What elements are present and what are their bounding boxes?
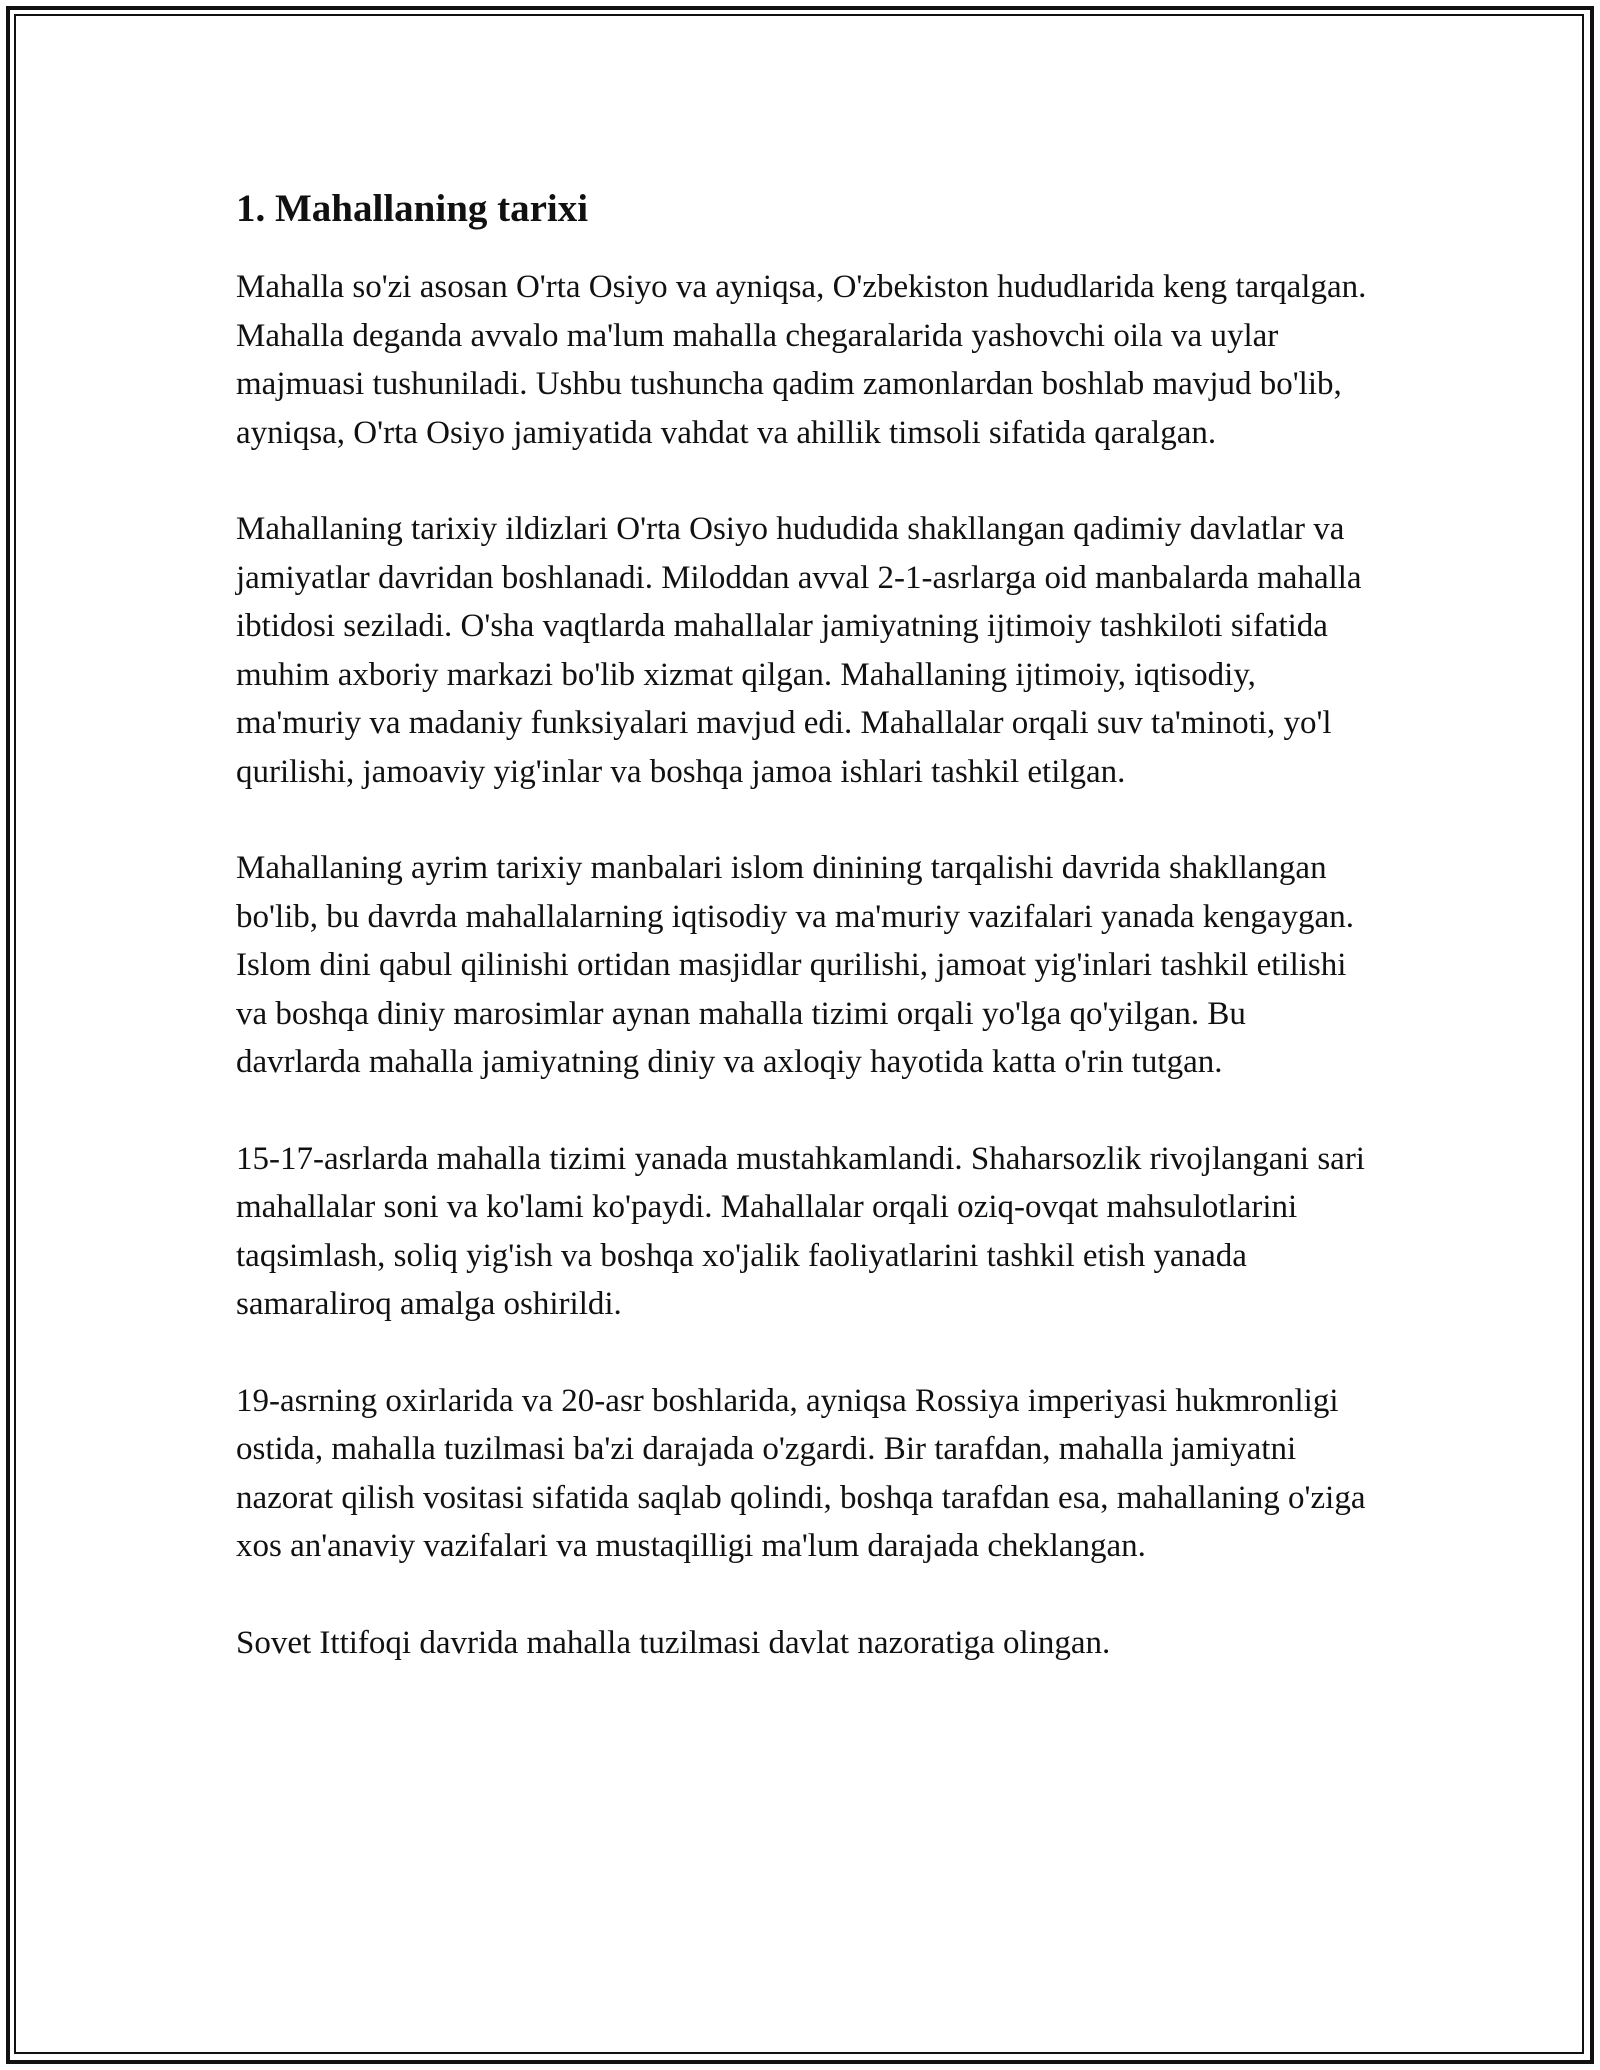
paragraph-4: 15-17-asrlarda mahalla tizimi yanada mustahkamlandi. Shaharsozlik rivojlangani sari mahallalar soni va ko'lami ko'paydi. Mahallalar orqali oziq-ovqat mahsulotlarini taqsimlash, soliq yig'ish va boshqa xo'jalik faoliyatlarini tashkil etish yanada samaraliroq amalga oshirildi.	[236, 1140, 1365, 1322]
paragraph-1: Mahalla so'zi asosan O'rta Osiyo va ayniqsa, O'zbekiston hududlarida keng tarqalgan. Mahalla deganda avvalo ma'lum mahalla chegaralarida yashovchi oila va uylar majmuasi tushuniladi. Ushbu tushuncha qadim zamonlardan boshlab mavjud bo'lib, ayniqsa, O'rta Osiyo jamiyatida vahdat va ahillik timsoli sifatida qaralgan.	[236, 269, 1367, 451]
paragraph-3: Mahallaning ayrim tarixiy manbalari islom dinining tarqalishi davrida shakllangan bo'lib, bu davrda mahallalarning iqtisodiy va ma'muriy vazifalari yanada kengaygan. Islom dini qabul qilinishi ortidan masjidlar qurilishi, jamoat yig'inlari tashkil etilishi va boshqa diniy marosimlar aynan mahalla tizimi orqali yo'lga qo'yilgan. Bu davrlarda mahalla jamiyatning diniy va axloqiy hayotida katta o'rin tutgan.	[236, 850, 1354, 1080]
document-body	[236, 185, 1376, 1715]
section-heading: 1. Mahallaning tarixi	[236, 187, 589, 230]
paragraph-2: Mahallaning tarixiy ildizlari O'rta Osiyo hududida shakllangan qadimiy davlatlar va jamiyatlar davridan boshlanadi. Miloddan avval 2-1-asrlarga oid manbalarda mahalla ibtidosi seziladi. O'sha vaqtlarda mahallalar jamiyatning ijtimoiy tashkiloti sifatida muhim axboriy markazi bo'lib xizmat qilgan. Mahallaning ijtimoiy, iqtisodiy, ma'muriy va madaniy funksiyalari mavjud edi. Mahallalar orqali suv ta'minoti, yo'l qurilishi, jamoaviy yig'inlar va boshqa jamoa ishlari tashkil etilgan.	[236, 511, 1362, 790]
paragraph-6: Sovet Ittifoqi davrida mahalla tuzilmasi davlat nazoratiga olingan.	[236, 1624, 1111, 1661]
paragraph-5: 19-asrning oxirlarida va 20-asr boshlarida, ayniqsa Rossiya imperiyasi hukmronligi ostida, mahalla tuzilmasi ba'zi darajada o'zgardi. Bir tarafdan, mahalla jamiyatni nazorat qilish vositasi sifatida saqlab qolindi, boshqa tarafdan esa, mahallaning o'ziga xos an'anaviy vazifalari va mustaqilligi ma'lum darajada cheklangan.	[236, 1382, 1366, 1564]
